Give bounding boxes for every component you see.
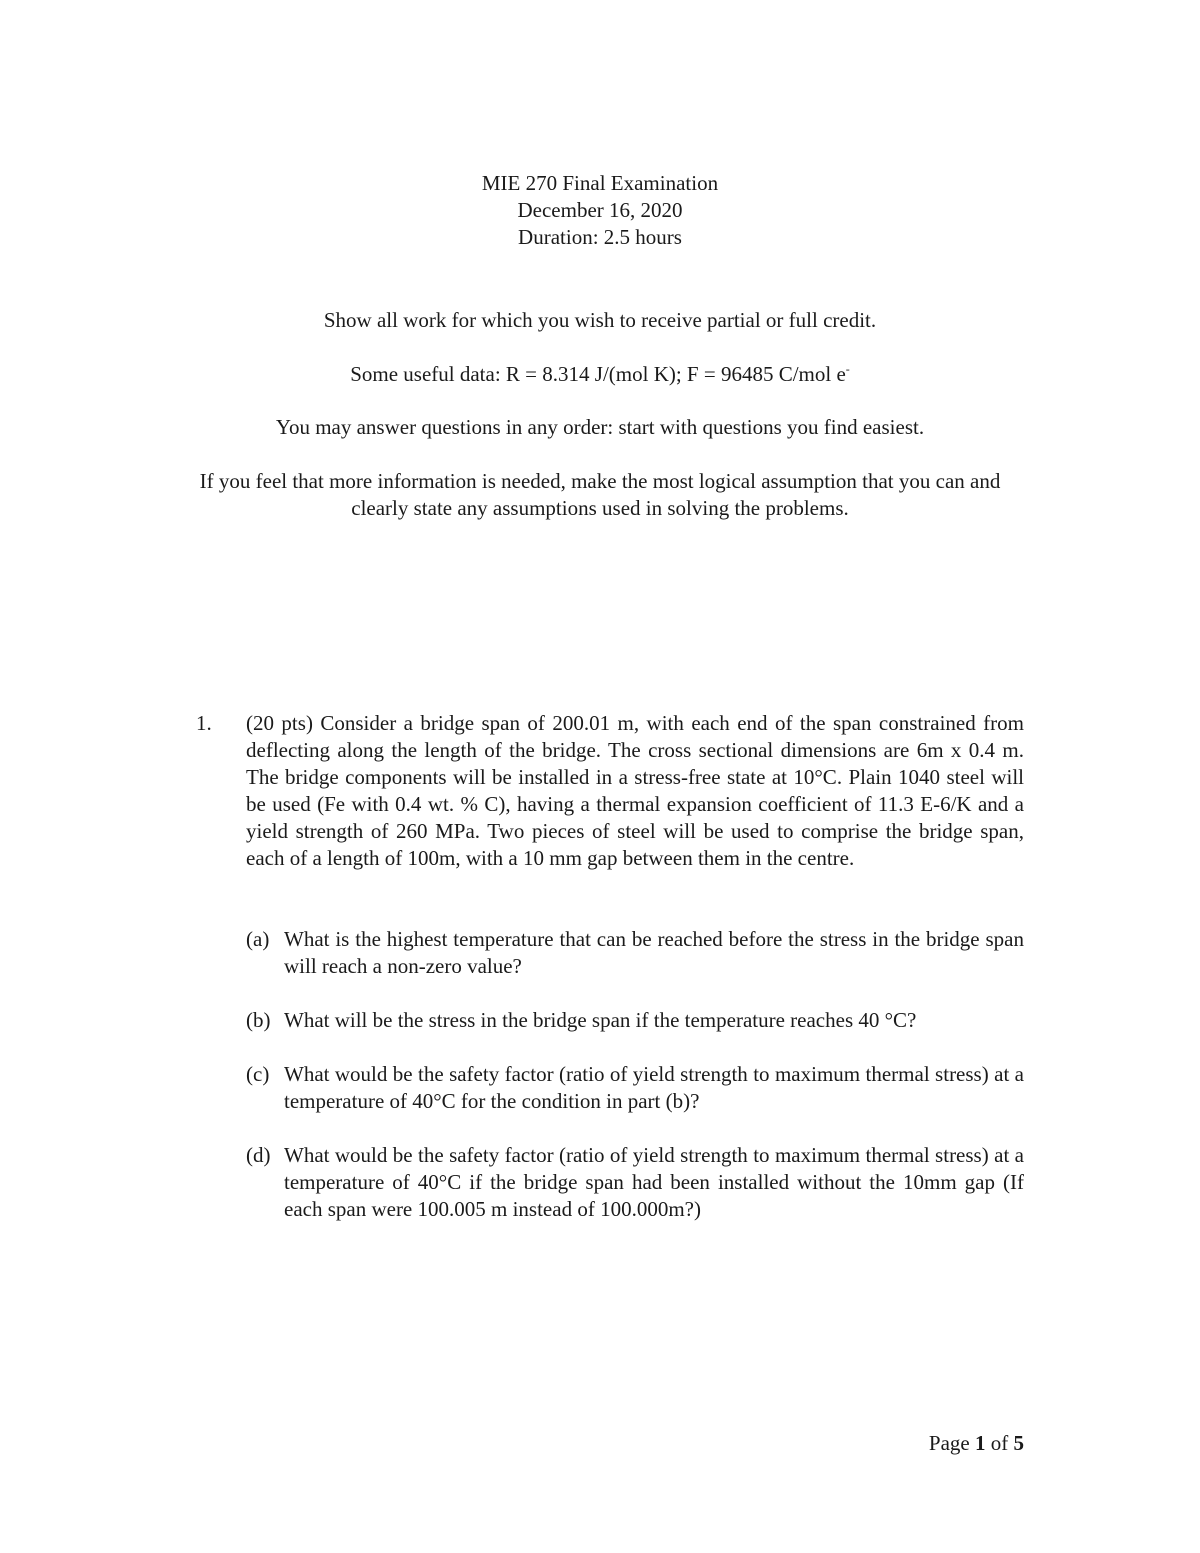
question-1-parts	[246, 926, 1024, 1250]
part-text: What is the highest temperature that can be reached before the stress in the bridge span will reach a non-zero value?	[284, 927, 1024, 978]
instruction-assumptions: If you feel that more information is needed, make the most logical assumption that you can and clearly state any assumptions used in solving the problems.	[199, 469, 1001, 520]
instruction-order: You may answer questions in any order: start with questions you find easiest.	[275, 415, 925, 439]
question-part-d	[246, 1142, 1024, 1223]
part-letter: (a)	[246, 927, 270, 951]
instruction-credit: Show all work for which you wish to receive partial or full credit.	[323, 308, 877, 332]
page-total: 5	[1013, 1431, 1024, 1455]
part-letter: (b)	[246, 1008, 271, 1032]
useful-data-superscript: -	[845, 362, 850, 376]
exam-date: December 16, 2020	[517, 198, 683, 222]
question-part-b	[246, 1007, 1024, 1034]
page-label: Page	[928, 1431, 970, 1455]
page-current: 1	[975, 1431, 986, 1455]
part-text: What would be the safety factor (ratio of yield strength to maximum thermal stress) at a temperature of 40°C for the condition in part (b)?	[284, 1062, 1024, 1113]
question-1	[196, 710, 1024, 872]
instruction-useful-data	[180, 361, 1020, 388]
question-part-a	[246, 926, 1024, 980]
question-number: 1.	[196, 711, 212, 735]
course-title: MIE 270 Final Examination	[481, 171, 719, 195]
exam-header	[0, 170, 1200, 251]
part-letter: (d)	[246, 1143, 271, 1167]
page-number	[929, 1430, 1024, 1457]
part-text: What will be the stress in the bridge span if the temperature reaches 40 °C?	[284, 1008, 917, 1032]
part-letter: (c)	[246, 1062, 270, 1086]
exam-duration: Duration: 2.5 hours	[518, 225, 682, 249]
useful-data-text: Some useful data: R = 8.314 J/(mol K); F = 96485 C/mol e	[350, 362, 846, 386]
question-text: (20 pts) Consider a bridge span of 200.01 m, with each end of the span constrained from deflecting along the length of the bridge. The cross sectional dimensions are 6m x 0.4 m. The bridge components will be installed in a stress-free state at 10°C. Plain 1040 steel will be used (Fe with 0.4 wt. % C), having a thermal expansion coefficient of 11.3 E-6/K and a yield strength of 260 MPa. Two pieces of steel will be used to comprise the bridge span, each of a length of 100m, with a 10 mm gap between them in the centre.	[246, 711, 1024, 870]
part-text: What would be the safety factor (ratio of yield strength to maximum thermal stress) at a temperature of 40°C if the bridge span had been installed without the 10mm gap (If each span were 100.005 m instead of 100.000m?)	[284, 1143, 1024, 1221]
question-part-c	[246, 1061, 1024, 1115]
page-of: of	[990, 1431, 1009, 1455]
